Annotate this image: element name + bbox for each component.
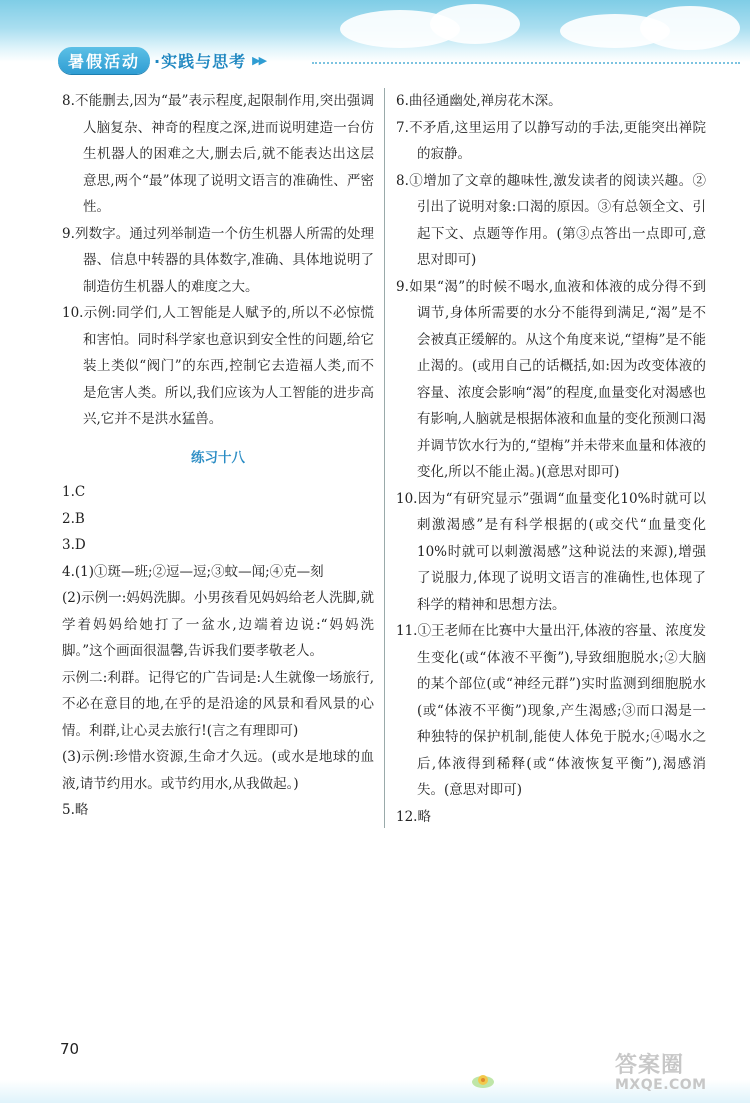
banner-arrows-icon: ▶▶ — [252, 53, 266, 67]
section-title: 练习十八 — [191, 449, 245, 466]
answer-item: 6.曲径通幽处,禅房花木深。 — [396, 93, 562, 109]
answer-item: 11.①王老师在比赛中大量出汗,体液的容量、浓度发生变化(或“体液不平衡”),导致细胞脱水;②大脑的某个部位(或“神经元群”)实时监测到细胞脱水(或“体液不平衡”)现象,产生渴感;③而口渴是一种独特的保护机制,能使人体免于脱水;④喝水之后,体液得到稀释(或“体液恢复平衡”),渴感消失。(意思对即可) — [396, 623, 706, 798]
watermark — [615, 1048, 747, 1100]
header-cloud — [640, 6, 740, 50]
answer-item: 10.示例:同学们,人工智能是人赋予的,所以不必惊慌和害怕。同时科学家也意识到安全性的问题,给它装上类似“阀门”的东西,控制它去造福人类,而不是危害人类。所以,我们应该为人工智能的进步高兴,它并不是洪水猛兽。 — [62, 305, 374, 427]
answer-item: 3.D — [62, 537, 86, 553]
answer-item: 2.B — [62, 510, 85, 527]
answer-subitem: (2)示例一:妈妈洗脚。小男孩看见妈妈给老人洗脚,就学着妈妈给她打了一盆水,边端着边说:“妈妈洗脚。”这个画面很温馨,告诉我们要孝敬老人。 — [62, 590, 374, 659]
answer-item: 10.因为“有研究显示”强调“血量变化10%时就可以刺激渴感”是有科学根据的(或交代“血量变化10%时就可以刺激渴感”这种说法的来源),增强了说服力,体现了说明文语言的准确性,也体现了科学的精神和思想方法。 — [396, 490, 706, 613]
header-cloud — [430, 4, 520, 44]
header-dotted-rule — [312, 62, 740, 64]
answer-item: 9.列数字。通过列举制造一个仿生机器人所需的处理器、信息中转器的具体数字,准确、具体地说明了制造仿生机器人的难度之大。 — [62, 225, 374, 295]
answer-item: 1.C — [62, 484, 86, 500]
right-column — [396, 88, 706, 830]
answer-item: 12.略 — [396, 808, 431, 825]
answer-item: 8.①增加了文章的趣味性,激发读者的阅读兴趣。②引出了说明对象:口渴的原因。③有总领全文、引起下文、点题等作用。(第③点答出一点即可,意思对即可) — [396, 172, 706, 268]
column-divider — [384, 88, 385, 828]
answer-subitem: (3)示例:珍惜水资源,生命才久远。(或水是地球的血液,请节约用水。或节约用水,从我做起。) — [62, 749, 374, 792]
answer-item: 7.不矛盾,这里运用了以静写动的手法,更能突出禅院的寂静。 — [396, 119, 706, 162]
watermark-url: MXQE.COM — [615, 1077, 707, 1093]
answer-item: 5.略 — [62, 802, 89, 818]
answer-item: 8.不能删去,因为“最”表示程度,起限制作用,突出强调人脑复杂、神奇的程度之深,进而说明建造一台仿生机器人的困难之大,删去后,就不能表达出这层意思,两个“最”体现了说明文语言的准确性、严密性。 — [62, 93, 374, 215]
left-column — [62, 88, 374, 824]
answer-item: 9.如果“渴”的时候不喝水,血液和体液的成分得不到调节,身体所需要的水分不能得到满足,“渴”是不会被真正缓解的。从这个角度来说,“望梅”是不能止渴的。(或用自己的话概括,如:因为改变体液的容量、浓度会影响“渴”的程度,血量变化对渴感也有影响,人脑就是根据体液和血量的变化预测口渴并调节饮水行为的,“望梅”并未带来血量和体液的变化,所以不能止渴。)(意思对即可) — [396, 278, 706, 480]
answer-subitem: 示例二:利群。记得它的广告词是:人生就像一场旅行,不必在意目的地,在乎的是沿途的风景和看风景的心情。利群,让心灵去旅行!(言之有理即可) — [62, 669, 374, 739]
banner-title: 暑假活动 — [58, 47, 150, 74]
page-number: 70 — [60, 1040, 80, 1058]
watermark-logo-text: 答案圈 — [615, 1053, 685, 1078]
banner-subtitle: ·实践与思考 — [154, 51, 247, 71]
flower-icon — [470, 1070, 496, 1090]
header-banner — [58, 47, 308, 73]
answer-item: 4.(1)①斑—班;②逗—逗;③蚊—闻;④克—刻 — [62, 563, 324, 580]
